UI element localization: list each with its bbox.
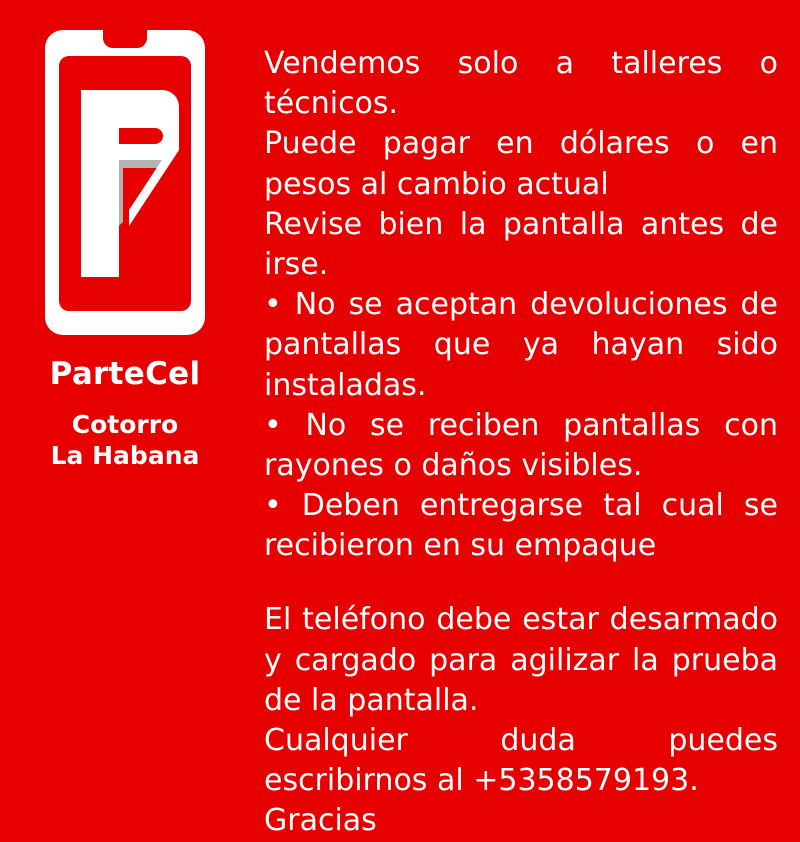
brand-location-line1: Cotorro (71, 410, 179, 440)
closing-line-3: Gracias (264, 803, 377, 839)
brand-column (0, 0, 250, 800)
brand-location-line2: La Habana (50, 441, 200, 471)
paragraph-spacer (264, 566, 778, 600)
notice-column (250, 0, 800, 839)
notice-line-2: Puede pagar en dólares o en pesos al cambio actual (264, 126, 778, 202)
phone-screen-logo-icon (45, 30, 205, 335)
brand-name: ParteCel (49, 356, 201, 392)
brand-location (51, 409, 200, 472)
closing-line-1: El teléfono debe estar desarmado y cargado para agilizar la prueba de la pantalla. (264, 602, 778, 718)
notice-line-3: Revise bien la pantalla antes de irse. (264, 206, 778, 282)
logo-container (45, 30, 205, 335)
notice-line-5: • No se reciben pantallas con rayones o daños visibles. (264, 407, 778, 483)
notice-line-1: Vendemos solo a talleres o técnicos. (264, 46, 778, 122)
notice-line-6: • Deben entregarse tal cual se recibieron en su empaque (264, 488, 778, 564)
notice-line-4: • No se aceptan devoluciones de pantallas que ya hayan sido instaladas. (264, 287, 778, 403)
closing-line-2: Cualquier duda puedes escribirnos al +5358579193. (264, 723, 778, 799)
